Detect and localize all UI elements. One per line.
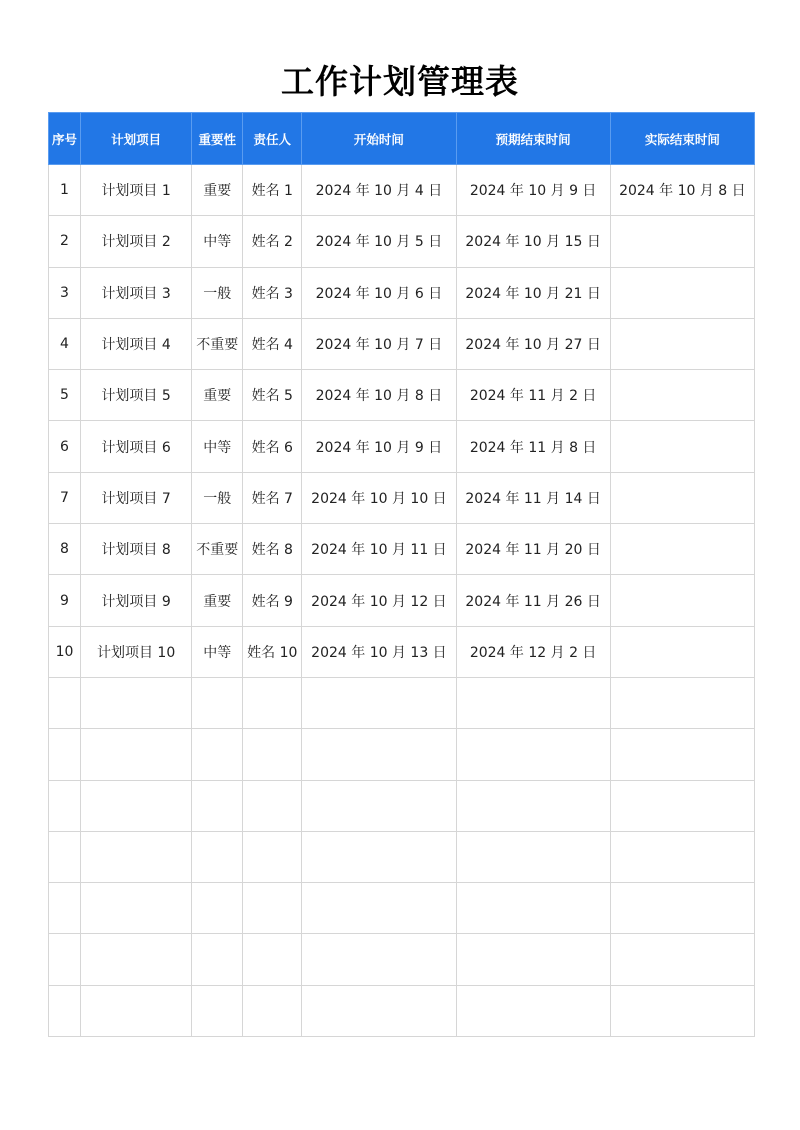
cell-no: 3 <box>49 267 81 318</box>
cell-expected-end: 2024 年 12 月 2 日 <box>456 626 610 677</box>
cell-owner: 姓名 9 <box>243 575 302 626</box>
table-row <box>49 831 755 882</box>
cell-actual-end <box>610 216 754 267</box>
table-row <box>49 267 755 318</box>
table-row <box>49 729 755 780</box>
cell-actual-end <box>610 985 754 1036</box>
cell-importance: 重要 <box>192 575 243 626</box>
table-row <box>49 934 755 985</box>
cell-expected-end <box>456 934 610 985</box>
cell-start-time: 2024 年 10 月 7 日 <box>302 318 456 369</box>
table-row <box>49 472 755 523</box>
cell-no <box>49 985 81 1036</box>
cell-actual-end <box>610 421 754 472</box>
cell-expected-end: 2024 年 11 月 20 日 <box>456 524 610 575</box>
cell-importance <box>192 831 243 882</box>
table-body <box>49 165 755 1037</box>
cell-expected-end: 2024 年 11 月 8 日 <box>456 421 610 472</box>
cell-importance <box>192 780 243 831</box>
cell-importance: 中等 <box>192 626 243 677</box>
cell-expected-end: 2024 年 11 月 26 日 <box>456 575 610 626</box>
cell-expected-end <box>456 729 610 780</box>
cell-actual-end <box>610 575 754 626</box>
cell-no: 8 <box>49 524 81 575</box>
table-header <box>49 113 755 165</box>
cell-item: 计划项目 4 <box>81 318 192 369</box>
table-row <box>49 524 755 575</box>
cell-expected-end: 2024 年 10 月 27 日 <box>456 318 610 369</box>
header-cell-actual-end: 实际结束时间 <box>610 113 754 165</box>
cell-expected-end <box>456 831 610 882</box>
header-cell-expected-end: 预期结束时间 <box>456 113 610 165</box>
cell-no: 1 <box>49 165 81 216</box>
cell-importance <box>192 985 243 1036</box>
table-row <box>49 370 755 421</box>
cell-item <box>81 677 192 728</box>
cell-item <box>81 831 192 882</box>
cell-no: 7 <box>49 472 81 523</box>
cell-owner: 姓名 3 <box>243 267 302 318</box>
cell-expected-end: 2024 年 11 月 2 日 <box>456 370 610 421</box>
cell-start-time <box>302 831 456 882</box>
cell-no <box>49 883 81 934</box>
cell-item: 计划项目 9 <box>81 575 192 626</box>
table-row <box>49 421 755 472</box>
cell-actual-end <box>610 883 754 934</box>
cell-no <box>49 677 81 728</box>
header-cell-start-time: 开始时间 <box>302 113 456 165</box>
cell-owner: 姓名 6 <box>243 421 302 472</box>
cell-no: 10 <box>49 626 81 677</box>
cell-start-time <box>302 729 456 780</box>
cell-start-time: 2024 年 10 月 9 日 <box>302 421 456 472</box>
cell-item <box>81 883 192 934</box>
cell-start-time <box>302 677 456 728</box>
cell-item: 计划项目 2 <box>81 216 192 267</box>
cell-importance <box>192 677 243 728</box>
cell-owner <box>243 883 302 934</box>
cell-importance: 不重要 <box>192 318 243 369</box>
cell-item: 计划项目 1 <box>81 165 192 216</box>
cell-importance: 中等 <box>192 216 243 267</box>
cell-expected-end <box>456 985 610 1036</box>
cell-start-time <box>302 780 456 831</box>
header-row <box>49 113 755 165</box>
cell-no: 6 <box>49 421 81 472</box>
cell-owner: 姓名 5 <box>243 370 302 421</box>
cell-item <box>81 780 192 831</box>
cell-item: 计划项目 3 <box>81 267 192 318</box>
cell-importance <box>192 934 243 985</box>
cell-start-time: 2024 年 10 月 5 日 <box>302 216 456 267</box>
cell-owner: 姓名 7 <box>243 472 302 523</box>
cell-item: 计划项目 7 <box>81 472 192 523</box>
cell-expected-end: 2024 年 10 月 9 日 <box>456 165 610 216</box>
cell-actual-end <box>610 780 754 831</box>
cell-actual-end <box>610 729 754 780</box>
cell-actual-end <box>610 318 754 369</box>
cell-importance: 中等 <box>192 421 243 472</box>
cell-owner <box>243 780 302 831</box>
cell-expected-end: 2024 年 11 月 14 日 <box>456 472 610 523</box>
table-row <box>49 626 755 677</box>
cell-importance: 不重要 <box>192 524 243 575</box>
header-cell-item: 计划项目 <box>81 113 192 165</box>
header-cell-importance: 重要性 <box>192 113 243 165</box>
cell-owner <box>243 985 302 1036</box>
cell-expected-end: 2024 年 10 月 15 日 <box>456 216 610 267</box>
cell-actual-end <box>610 524 754 575</box>
table-row <box>49 780 755 831</box>
cell-owner: 姓名 10 <box>243 626 302 677</box>
cell-owner <box>243 831 302 882</box>
cell-importance: 一般 <box>192 267 243 318</box>
table-row <box>49 165 755 216</box>
cell-owner: 姓名 1 <box>243 165 302 216</box>
cell-owner <box>243 677 302 728</box>
cell-actual-end <box>610 472 754 523</box>
cell-no <box>49 780 81 831</box>
cell-importance <box>192 883 243 934</box>
header-cell-no: 序号 <box>49 113 81 165</box>
cell-start-time: 2024 年 10 月 6 日 <box>302 267 456 318</box>
cell-importance: 一般 <box>192 472 243 523</box>
cell-no: 2 <box>49 216 81 267</box>
cell-item: 计划项目 6 <box>81 421 192 472</box>
cell-start-time <box>302 985 456 1036</box>
cell-expected-end <box>456 780 610 831</box>
cell-item: 计划项目 8 <box>81 524 192 575</box>
cell-importance: 重要 <box>192 370 243 421</box>
cell-actual-end <box>610 831 754 882</box>
cell-actual-end <box>610 677 754 728</box>
table-row <box>49 883 755 934</box>
page-title: 工作计划管理表 <box>281 62 519 101</box>
cell-start-time: 2024 年 10 月 12 日 <box>302 575 456 626</box>
cell-start-time: 2024 年 10 月 10 日 <box>302 472 456 523</box>
cell-item <box>81 729 192 780</box>
cell-expected-end <box>456 883 610 934</box>
cell-expected-end <box>456 677 610 728</box>
cell-actual-end: 2024 年 10 月 8 日 <box>610 165 754 216</box>
cell-start-time: 2024 年 10 月 11 日 <box>302 524 456 575</box>
cell-actual-end <box>610 267 754 318</box>
cell-no <box>49 729 81 780</box>
table-row <box>49 985 755 1036</box>
cell-start-time <box>302 883 456 934</box>
cell-start-time: 2024 年 10 月 4 日 <box>302 165 456 216</box>
table-row <box>49 216 755 267</box>
cell-actual-end <box>610 934 754 985</box>
cell-start-time <box>302 934 456 985</box>
cell-item <box>81 934 192 985</box>
cell-owner: 姓名 8 <box>243 524 302 575</box>
cell-no: 4 <box>49 318 81 369</box>
cell-owner: 姓名 2 <box>243 216 302 267</box>
table-row <box>49 318 755 369</box>
cell-item <box>81 985 192 1036</box>
cell-actual-end <box>610 626 754 677</box>
cell-no <box>49 831 81 882</box>
cell-start-time: 2024 年 10 月 8 日 <box>302 370 456 421</box>
cell-owner <box>243 729 302 780</box>
cell-owner <box>243 934 302 985</box>
cell-expected-end: 2024 年 10 月 21 日 <box>456 267 610 318</box>
table-row <box>49 575 755 626</box>
cell-item: 计划项目 10 <box>81 626 192 677</box>
cell-owner: 姓名 4 <box>243 318 302 369</box>
work-plan-table <box>48 112 755 1037</box>
cell-no: 9 <box>49 575 81 626</box>
table-row <box>49 677 755 728</box>
header-cell-owner: 责任人 <box>243 113 302 165</box>
cell-item: 计划项目 5 <box>81 370 192 421</box>
cell-start-time: 2024 年 10 月 13 日 <box>302 626 456 677</box>
cell-no <box>49 934 81 985</box>
cell-importance: 重要 <box>192 165 243 216</box>
cell-no: 5 <box>49 370 81 421</box>
cell-importance <box>192 729 243 780</box>
cell-actual-end <box>610 370 754 421</box>
